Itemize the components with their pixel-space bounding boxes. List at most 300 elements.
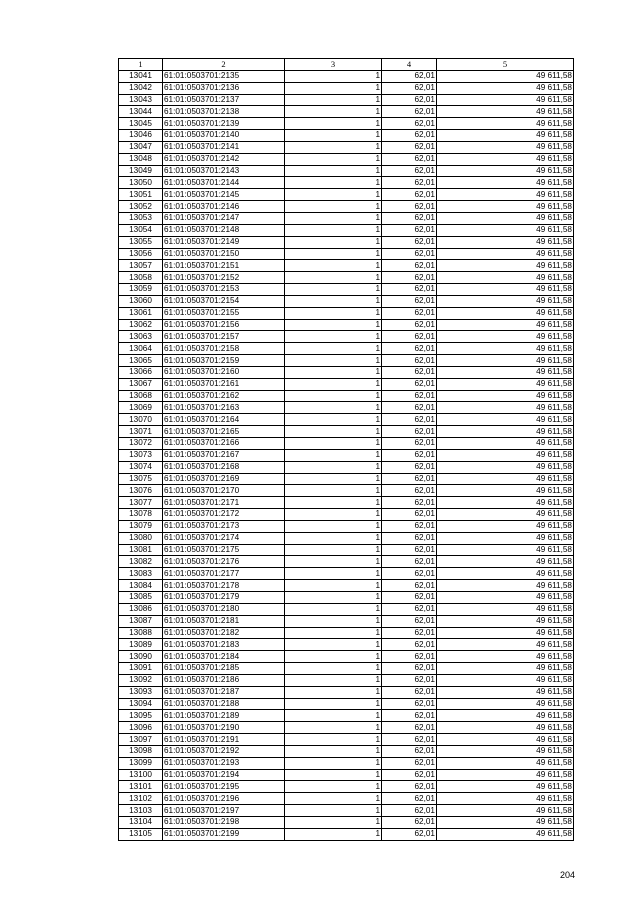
table-row (119, 248, 574, 260)
count-cell: 1 (285, 828, 382, 840)
count-cell: 1 (285, 426, 382, 438)
count-cell: 1 (285, 568, 382, 580)
table-row (119, 722, 574, 734)
row-number-cell: 13090 (119, 651, 163, 663)
row-number-cell: 13045 (119, 118, 163, 130)
area-cell: 62,01 (382, 414, 437, 426)
value-cell: 49 611,58 (437, 331, 574, 343)
value-cell: 49 611,58 (437, 177, 574, 189)
area-cell: 62,01 (382, 248, 437, 260)
value-cell: 49 611,58 (437, 141, 574, 153)
count-cell: 1 (285, 698, 382, 710)
count-cell: 1 (285, 686, 382, 698)
table-row (119, 82, 574, 94)
cadastral-number-cell: 61:01:0503701:2141 (163, 141, 285, 153)
row-number-cell: 13044 (119, 106, 163, 118)
table-row (119, 153, 574, 165)
row-number-cell: 13059 (119, 284, 163, 296)
row-number-cell: 13093 (119, 686, 163, 698)
cadastral-number-cell: 61:01:0503701:2188 (163, 698, 285, 710)
area-cell: 62,01 (382, 106, 437, 118)
value-cell: 49 611,58 (437, 260, 574, 272)
table-row (119, 426, 574, 438)
row-number-cell: 13067 (119, 378, 163, 390)
cadastral-number-cell: 61:01:0503701:2191 (163, 734, 285, 746)
value-cell: 49 611,58 (437, 106, 574, 118)
table-row (119, 189, 574, 201)
cadastral-number-cell: 61:01:0503701:2195 (163, 781, 285, 793)
area-cell: 62,01 (382, 70, 437, 82)
value-cell: 49 611,58 (437, 272, 574, 284)
table-row (119, 580, 574, 592)
count-cell: 1 (285, 781, 382, 793)
cadastral-number-cell: 61:01:0503701:2179 (163, 591, 285, 603)
table-row (119, 331, 574, 343)
row-number-cell: 13092 (119, 674, 163, 686)
row-number-cell: 13095 (119, 710, 163, 722)
value-cell: 49 611,58 (437, 94, 574, 106)
row-number-cell: 13087 (119, 615, 163, 627)
value-cell: 49 611,58 (437, 461, 574, 473)
table-row (119, 485, 574, 497)
table-row (119, 686, 574, 698)
cadastral-number-cell: 61:01:0503701:2184 (163, 651, 285, 663)
count-cell: 1 (285, 343, 382, 355)
value-cell: 49 611,58 (437, 745, 574, 757)
table-row (119, 473, 574, 485)
table-row (119, 497, 574, 509)
cadastral-number-cell: 61:01:0503701:2166 (163, 438, 285, 450)
value-cell: 49 611,58 (437, 319, 574, 331)
table-row (119, 212, 574, 224)
count-cell: 1 (285, 153, 382, 165)
row-number-cell: 13054 (119, 224, 163, 236)
value-cell: 49 611,58 (437, 603, 574, 615)
row-number-cell: 13080 (119, 532, 163, 544)
area-cell: 62,01 (382, 307, 437, 319)
row-number-cell: 13098 (119, 745, 163, 757)
table-row (119, 828, 574, 840)
area-cell: 62,01 (382, 319, 437, 331)
area-cell: 62,01 (382, 295, 437, 307)
area-cell: 62,01 (382, 639, 437, 651)
row-number-cell: 13097 (119, 734, 163, 746)
count-cell: 1 (285, 272, 382, 284)
cadastral-number-cell: 61:01:0503701:2147 (163, 212, 285, 224)
value-cell: 49 611,58 (437, 734, 574, 746)
row-number-cell: 13094 (119, 698, 163, 710)
area-cell: 62,01 (382, 355, 437, 367)
table-row (119, 663, 574, 675)
value-cell: 49 611,58 (437, 817, 574, 829)
area-cell: 62,01 (382, 118, 437, 130)
row-number-cell: 13076 (119, 485, 163, 497)
count-cell: 1 (285, 366, 382, 378)
cadastral-number-cell: 61:01:0503701:2177 (163, 568, 285, 580)
value-cell: 49 611,58 (437, 722, 574, 734)
area-cell: 62,01 (382, 426, 437, 438)
row-number-cell: 13099 (119, 757, 163, 769)
table-row (119, 130, 574, 142)
count-cell: 1 (285, 734, 382, 746)
row-number-cell: 13057 (119, 260, 163, 272)
area-cell: 62,01 (382, 212, 437, 224)
count-cell: 1 (285, 414, 382, 426)
count-cell: 1 (285, 82, 382, 94)
cadastral-number-cell: 61:01:0503701:2140 (163, 130, 285, 142)
cadastral-number-cell: 61:01:0503701:2198 (163, 817, 285, 829)
cadastral-number-cell: 61:01:0503701:2192 (163, 745, 285, 757)
cadastral-number-cell: 61:01:0503701:2146 (163, 201, 285, 213)
value-cell: 49 611,58 (437, 212, 574, 224)
table-row (119, 319, 574, 331)
cadastral-number-cell: 61:01:0503701:2185 (163, 663, 285, 675)
table-row (119, 366, 574, 378)
row-number-cell: 13104 (119, 817, 163, 829)
cadastral-number-cell: 61:01:0503701:2157 (163, 331, 285, 343)
count-cell: 1 (285, 757, 382, 769)
cadastral-number-cell: 61:01:0503701:2155 (163, 307, 285, 319)
area-cell: 62,01 (382, 591, 437, 603)
area-cell: 62,01 (382, 603, 437, 615)
cadastral-number-cell: 61:01:0503701:2171 (163, 497, 285, 509)
area-cell: 62,01 (382, 781, 437, 793)
row-number-cell: 13101 (119, 781, 163, 793)
area-cell: 62,01 (382, 757, 437, 769)
cadastral-number-cell: 61:01:0503701:2162 (163, 390, 285, 402)
cadastral-number-cell: 61:01:0503701:2176 (163, 556, 285, 568)
value-cell: 49 611,58 (437, 284, 574, 296)
row-number-cell: 13081 (119, 544, 163, 556)
count-cell: 1 (285, 260, 382, 272)
count-cell: 1 (285, 722, 382, 734)
area-cell: 62,01 (382, 141, 437, 153)
count-cell: 1 (285, 745, 382, 757)
count-cell: 1 (285, 378, 382, 390)
cadastral-number-cell: 61:01:0503701:2143 (163, 165, 285, 177)
table-row (119, 544, 574, 556)
count-cell: 1 (285, 355, 382, 367)
count-cell: 1 (285, 591, 382, 603)
count-cell: 1 (285, 130, 382, 142)
table-row (119, 817, 574, 829)
area-cell: 62,01 (382, 509, 437, 521)
value-cell: 49 611,58 (437, 556, 574, 568)
table-row (119, 568, 574, 580)
row-number-cell: 13046 (119, 130, 163, 142)
table-row (119, 141, 574, 153)
area-cell: 62,01 (382, 153, 437, 165)
count-cell: 1 (285, 793, 382, 805)
count-cell: 1 (285, 319, 382, 331)
row-number-cell: 13089 (119, 639, 163, 651)
area-cell: 62,01 (382, 769, 437, 781)
value-cell: 49 611,58 (437, 497, 574, 509)
count-cell: 1 (285, 603, 382, 615)
value-cell: 49 611,58 (437, 769, 574, 781)
count-cell: 1 (285, 485, 382, 497)
table-row (119, 378, 574, 390)
row-number-cell: 13078 (119, 509, 163, 521)
cadastral-number-cell: 61:01:0503701:2152 (163, 272, 285, 284)
table-row (119, 402, 574, 414)
value-cell: 49 611,58 (437, 449, 574, 461)
area-cell: 62,01 (382, 734, 437, 746)
count-cell: 1 (285, 532, 382, 544)
area-cell: 62,01 (382, 497, 437, 509)
table-row (119, 201, 574, 213)
count-cell: 1 (285, 165, 382, 177)
count-cell: 1 (285, 295, 382, 307)
table-row (119, 781, 574, 793)
value-cell: 49 611,58 (437, 426, 574, 438)
value-cell: 49 611,58 (437, 201, 574, 213)
row-number-cell: 13100 (119, 769, 163, 781)
cadastral-number-cell: 61:01:0503701:2190 (163, 722, 285, 734)
table-row (119, 449, 574, 461)
area-cell: 62,01 (382, 674, 437, 686)
value-cell: 49 611,58 (437, 828, 574, 840)
value-cell: 49 611,58 (437, 591, 574, 603)
cadastral-number-cell: 61:01:0503701:2174 (163, 532, 285, 544)
cadastral-number-cell: 61:01:0503701:2172 (163, 509, 285, 521)
area-cell: 62,01 (382, 828, 437, 840)
page-number: 204 (560, 870, 576, 880)
count-cell: 1 (285, 639, 382, 651)
count-cell: 1 (285, 402, 382, 414)
area-cell: 62,01 (382, 686, 437, 698)
count-cell: 1 (285, 189, 382, 201)
value-cell: 49 611,58 (437, 473, 574, 485)
table-row (119, 769, 574, 781)
row-number-cell: 13071 (119, 426, 163, 438)
cadastral-number-cell: 61:01:0503701:2164 (163, 414, 285, 426)
row-number-cell: 13069 (119, 402, 163, 414)
count-cell: 1 (285, 615, 382, 627)
table-row (119, 556, 574, 568)
row-number-cell: 13051 (119, 189, 163, 201)
row-number-cell: 13082 (119, 556, 163, 568)
cadastral-number-cell: 61:01:0503701:2151 (163, 260, 285, 272)
count-cell: 1 (285, 805, 382, 817)
cadastral-number-cell: 61:01:0503701:2149 (163, 236, 285, 248)
table-row (119, 745, 574, 757)
value-cell: 49 611,58 (437, 674, 574, 686)
table-row (119, 106, 574, 118)
row-number-cell: 13065 (119, 355, 163, 367)
area-cell: 62,01 (382, 438, 437, 450)
table-row (119, 805, 574, 817)
value-cell: 49 611,58 (437, 544, 574, 556)
count-cell: 1 (285, 710, 382, 722)
row-number-cell: 13096 (119, 722, 163, 734)
cadastral-number-cell: 61:01:0503701:2135 (163, 70, 285, 82)
value-cell: 49 611,58 (437, 580, 574, 592)
value-cell: 49 611,58 (437, 402, 574, 414)
cadastral-number-cell: 61:01:0503701:2145 (163, 189, 285, 201)
table-body (119, 70, 574, 840)
area-cell: 62,01 (382, 627, 437, 639)
count-cell: 1 (285, 651, 382, 663)
header-col-4: 4 (382, 59, 437, 71)
value-cell: 49 611,58 (437, 686, 574, 698)
count-cell: 1 (285, 141, 382, 153)
cadastral-number-cell: 61:01:0503701:2156 (163, 319, 285, 331)
table-row (119, 532, 574, 544)
area-cell: 62,01 (382, 165, 437, 177)
area-cell: 62,01 (382, 651, 437, 663)
area-cell: 62,01 (382, 745, 437, 757)
area-cell: 62,01 (382, 485, 437, 497)
area-cell: 62,01 (382, 402, 437, 414)
value-cell: 49 611,58 (437, 627, 574, 639)
value-cell: 49 611,58 (437, 532, 574, 544)
value-cell: 49 611,58 (437, 485, 574, 497)
area-cell: 62,01 (382, 343, 437, 355)
count-cell: 1 (285, 201, 382, 213)
area-cell: 62,01 (382, 366, 437, 378)
table-row (119, 793, 574, 805)
area-cell: 62,01 (382, 556, 437, 568)
header-col-3: 3 (285, 59, 382, 71)
count-cell: 1 (285, 284, 382, 296)
area-cell: 62,01 (382, 189, 437, 201)
row-number-cell: 13043 (119, 94, 163, 106)
count-cell: 1 (285, 177, 382, 189)
count-cell: 1 (285, 461, 382, 473)
area-cell: 62,01 (382, 461, 437, 473)
row-number-cell: 13056 (119, 248, 163, 260)
row-number-cell: 13070 (119, 414, 163, 426)
cadastral-number-cell: 61:01:0503701:2169 (163, 473, 285, 485)
area-cell: 62,01 (382, 817, 437, 829)
cadastral-number-cell: 61:01:0503701:2193 (163, 757, 285, 769)
row-number-cell: 13088 (119, 627, 163, 639)
count-cell: 1 (285, 674, 382, 686)
area-cell: 62,01 (382, 722, 437, 734)
header-col-5: 5 (437, 59, 574, 71)
value-cell: 49 611,58 (437, 781, 574, 793)
row-number-cell: 13085 (119, 591, 163, 603)
area-cell: 62,01 (382, 473, 437, 485)
cadastral-number-cell: 61:01:0503701:2178 (163, 580, 285, 592)
count-cell: 1 (285, 663, 382, 675)
count-cell: 1 (285, 449, 382, 461)
table-row (119, 698, 574, 710)
value-cell: 49 611,58 (437, 248, 574, 260)
row-number-cell: 13074 (119, 461, 163, 473)
area-cell: 62,01 (382, 272, 437, 284)
row-number-cell: 13052 (119, 201, 163, 213)
value-cell: 49 611,58 (437, 568, 574, 580)
value-cell: 49 611,58 (437, 378, 574, 390)
count-cell: 1 (285, 817, 382, 829)
row-number-cell: 13075 (119, 473, 163, 485)
table-row (119, 520, 574, 532)
cadastral-number-cell: 61:01:0503701:2159 (163, 355, 285, 367)
value-cell: 49 611,58 (437, 224, 574, 236)
count-cell: 1 (285, 627, 382, 639)
row-number-cell: 13103 (119, 805, 163, 817)
count-cell: 1 (285, 236, 382, 248)
cadastral-number-cell: 61:01:0503701:2189 (163, 710, 285, 722)
row-number-cell: 13068 (119, 390, 163, 402)
row-number-cell: 13061 (119, 307, 163, 319)
table-row (119, 734, 574, 746)
count-cell: 1 (285, 212, 382, 224)
area-cell: 62,01 (382, 390, 437, 402)
table-row (119, 260, 574, 272)
value-cell: 49 611,58 (437, 805, 574, 817)
value-cell: 49 611,58 (437, 651, 574, 663)
count-cell: 1 (285, 224, 382, 236)
value-cell: 49 611,58 (437, 698, 574, 710)
table-row (119, 390, 574, 402)
count-cell: 1 (285, 473, 382, 485)
value-cell: 49 611,58 (437, 639, 574, 651)
value-cell: 49 611,58 (437, 663, 574, 675)
cadastral-number-cell: 61:01:0503701:2158 (163, 343, 285, 355)
table-row (119, 165, 574, 177)
row-number-cell: 13049 (119, 165, 163, 177)
table-row (119, 438, 574, 450)
table-row (119, 355, 574, 367)
value-cell: 49 611,58 (437, 343, 574, 355)
value-cell: 49 611,58 (437, 165, 574, 177)
row-number-cell: 13047 (119, 141, 163, 153)
cadastral-number-cell: 61:01:0503701:2180 (163, 603, 285, 615)
row-number-cell: 13053 (119, 212, 163, 224)
cadastral-number-cell: 61:01:0503701:2186 (163, 674, 285, 686)
count-cell: 1 (285, 544, 382, 556)
count-cell: 1 (285, 769, 382, 781)
count-cell: 1 (285, 509, 382, 521)
table-row (119, 461, 574, 473)
area-cell: 62,01 (382, 544, 437, 556)
cadastral-number-cell: 61:01:0503701:2167 (163, 449, 285, 461)
cadastral-number-cell: 61:01:0503701:2182 (163, 627, 285, 639)
row-number-cell: 13077 (119, 497, 163, 509)
cadastral-number-cell: 61:01:0503701:2153 (163, 284, 285, 296)
table-row (119, 627, 574, 639)
cadastral-number-cell: 61:01:0503701:2183 (163, 639, 285, 651)
cadastral-number-cell: 61:01:0503701:2175 (163, 544, 285, 556)
row-number-cell: 13079 (119, 520, 163, 532)
row-number-cell: 13041 (119, 70, 163, 82)
row-number-cell: 13063 (119, 331, 163, 343)
count-cell: 1 (285, 556, 382, 568)
area-cell: 62,01 (382, 177, 437, 189)
table-row (119, 224, 574, 236)
cadastral-number-cell: 61:01:0503701:2150 (163, 248, 285, 260)
table-row (119, 307, 574, 319)
table-row (119, 509, 574, 521)
cadastral-number-cell: 61:01:0503701:2142 (163, 153, 285, 165)
count-cell: 1 (285, 438, 382, 450)
area-cell: 62,01 (382, 532, 437, 544)
row-number-cell: 13105 (119, 828, 163, 840)
row-number-cell: 13072 (119, 438, 163, 450)
count-cell: 1 (285, 106, 382, 118)
table-row (119, 757, 574, 769)
area-cell: 62,01 (382, 224, 437, 236)
count-cell: 1 (285, 94, 382, 106)
table-row (119, 94, 574, 106)
value-cell: 49 611,58 (437, 710, 574, 722)
value-cell: 49 611,58 (437, 307, 574, 319)
area-cell: 62,01 (382, 568, 437, 580)
count-cell: 1 (285, 248, 382, 260)
